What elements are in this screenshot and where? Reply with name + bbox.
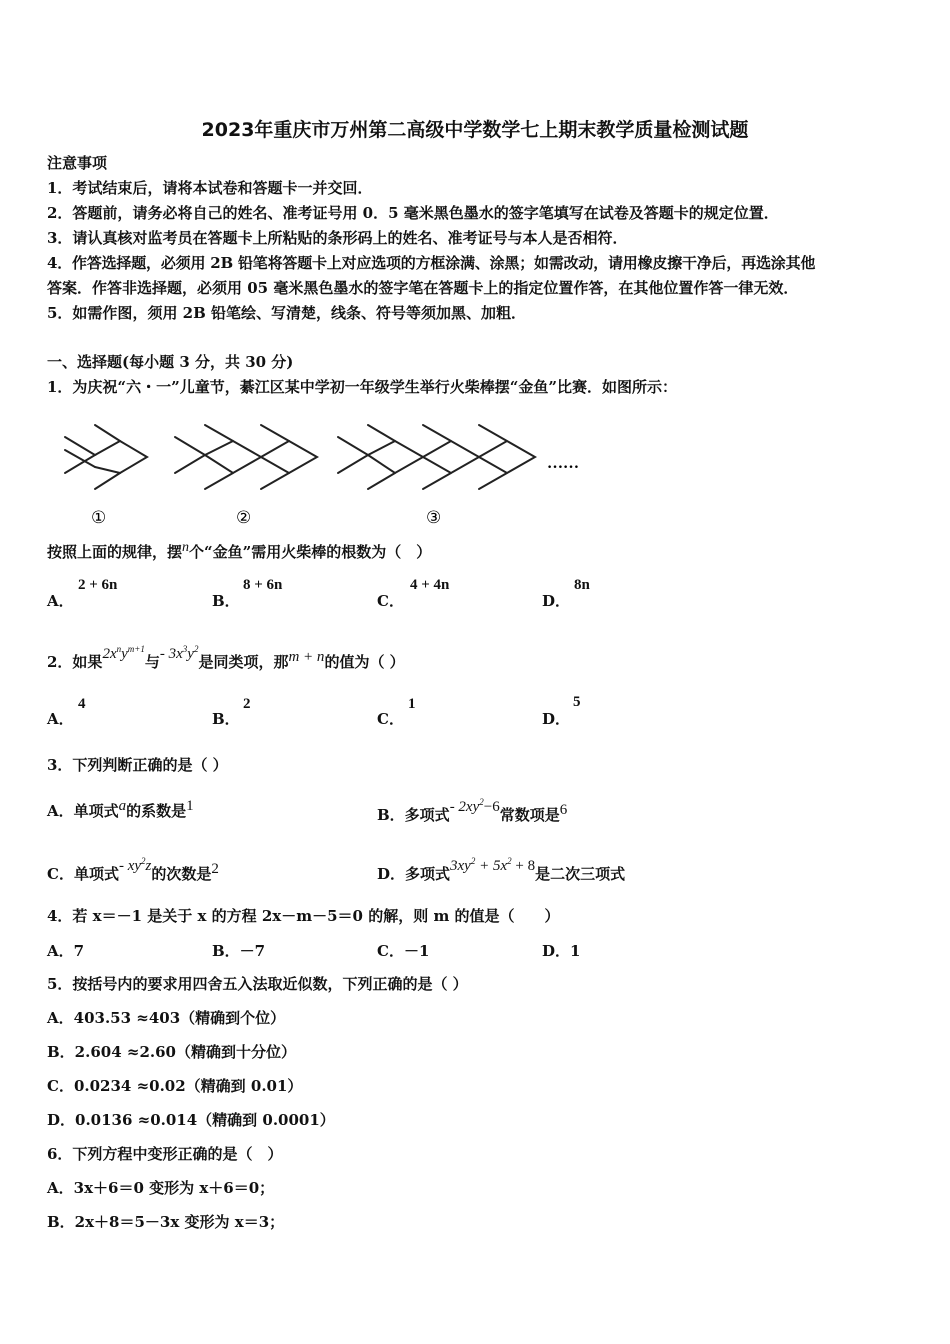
fig-ellipsis: …… bbox=[547, 455, 579, 472]
option: B．2.604 ≈2.60（精确到十分位） bbox=[47, 1043, 296, 1061]
question-1-ask: 按照上面的规律，摆n个“金鱼”需用火柴棒的根数为（ ） bbox=[47, 540, 432, 561]
option-label: B． bbox=[212, 710, 240, 728]
option-expr: 8 + 6n bbox=[243, 577, 283, 593]
option-value: 2 bbox=[243, 696, 251, 712]
option-expr: 8n bbox=[574, 577, 590, 593]
option: A．403.53 ≈403（精确到个位） bbox=[47, 1009, 286, 1027]
option-label: D． bbox=[542, 710, 571, 728]
section-heading: 一、选择题(每小题 3 分，共 30 分) bbox=[47, 353, 294, 371]
option: B．－7 bbox=[212, 942, 266, 960]
fish-pattern-1 bbox=[65, 425, 147, 489]
option: A．3x＋6＝0 变形为 x＋6＝0； bbox=[47, 1179, 275, 1197]
notice-item: 5．如需作图，须用 2B 铅笔绘、写清楚，线条、符号等须加黑、加粗． bbox=[47, 304, 526, 322]
option-value: 5 bbox=[573, 694, 581, 710]
option: C．0.0234 ≈0.02（精确到 0.01） bbox=[47, 1077, 303, 1095]
option-value: 4 bbox=[78, 696, 86, 712]
option-c: C．单项式- $xy^2z$的次数是2 bbox=[47, 856, 219, 883]
question-6-stem: 6．下列方程中变形正确的是（ ） bbox=[47, 1145, 283, 1163]
notice-item: 1．考试结束后，请将本试卷和答题卡一并交回． bbox=[47, 179, 373, 197]
page-title: 2023年重庆市万州第二高级中学数学七上期末教学质量检测试题 bbox=[201, 119, 749, 141]
option: B．2x＋8＝5－3x 变形为 x＝3； bbox=[47, 1213, 285, 1231]
question-4-stem: 4．若 x＝－1 是关于 x 的方程 2x－m－5＝0 的解，则 m 的值是（ ） bbox=[47, 907, 560, 925]
notice-heading: 注意事项 bbox=[47, 154, 108, 172]
fish-pattern-2 bbox=[175, 425, 317, 489]
fig-label: ① bbox=[91, 508, 107, 528]
option-label: D． bbox=[542, 592, 571, 610]
option-a: A．单项式a的系数是1 bbox=[47, 798, 194, 820]
option-label: C． bbox=[377, 592, 404, 610]
option-value: 1 bbox=[408, 696, 416, 712]
matchstick-fish-figure bbox=[55, 415, 595, 535]
option-label: C． bbox=[377, 710, 404, 728]
notice-item: 答案．作答非选择题，必须用 05 毫米黑色墨水的签字笔在答题卡上的指定位置作答，在其他位置作答一律无效． bbox=[47, 279, 799, 297]
notice-item: 4．作答选择题，必须用 2B 铅笔将答题卡上对应选项的方框涂满、涂黑；如需改动，请用橡皮擦干净后，再选涂其他 bbox=[47, 254, 816, 272]
option: D．1 bbox=[542, 942, 581, 960]
option-label: A． bbox=[47, 592, 74, 610]
option-expr: 2 + 6n bbox=[78, 577, 118, 593]
question-3-stem: 3．下列判断正确的是（ ） bbox=[47, 756, 228, 774]
notice-item: 2．答题前，请务必将自己的姓名、准考证号用 0．5 毫米黑色墨水的签字笔填写在试卷及答题卡的规定位置． bbox=[47, 204, 779, 222]
option: A．7 bbox=[47, 942, 85, 960]
fig-label: ③ bbox=[426, 508, 442, 528]
notice-item: 3．请认真核对监考员在答题卡上所粘贴的条形码上的姓名、准考证号与本人是否相符． bbox=[47, 229, 628, 247]
question-1-stem: 1．为庆祝“六・一”儿童节，綦江区某中学初一年级学生举行火柴棒摆“金鱼”比赛．如图所示： bbox=[47, 378, 677, 396]
question-5-stem: 5．按括号内的要求用四舍五入法取近似数，下列正确的是（ ） bbox=[47, 975, 468, 993]
option-label: B． bbox=[212, 592, 240, 610]
option: D．0.0136 ≈0.014（精确到 0.0001） bbox=[47, 1111, 335, 1129]
option-expr: 4 + 4n bbox=[410, 577, 450, 593]
fish-pattern-3 bbox=[338, 425, 535, 489]
option-label: A． bbox=[47, 710, 74, 728]
fig-label: ② bbox=[236, 508, 252, 528]
option: C．－1 bbox=[377, 942, 430, 960]
option-d: D．多项式$3xy^2 + 5x^2 + 8$是二次三项式 bbox=[377, 856, 626, 883]
question-2-stem: 2．如果$2x^ny^{m+1}$与- $3x^3y^2$是同类项，那m + n的值为（ ） bbox=[47, 644, 405, 671]
option-b: B．多项式- $2xy^2-6$常数项是6 bbox=[377, 797, 568, 824]
